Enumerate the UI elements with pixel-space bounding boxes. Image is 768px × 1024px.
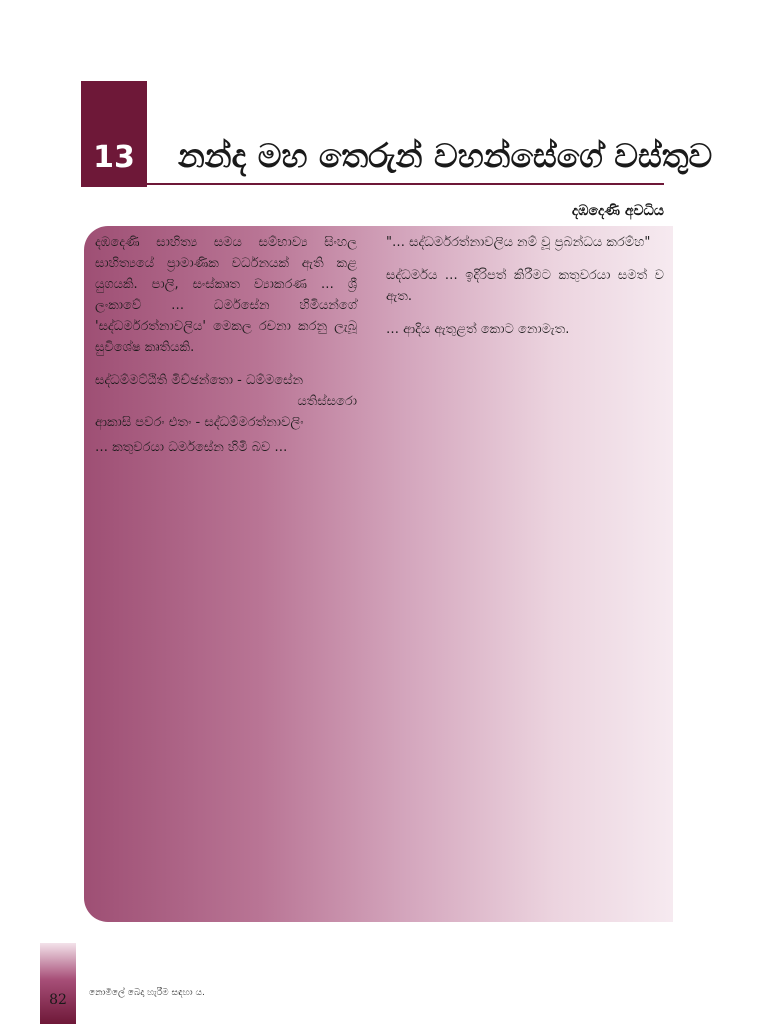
right-column	[386, 232, 664, 352]
verse-line-3: ආකාසි පවරං එතං - සද්ධම්මරත්නාවලිං	[95, 415, 304, 430]
page-margin-strip	[40, 943, 76, 1024]
section-subtitle: දඹදෙණි අවධිය	[571, 203, 664, 219]
title-underline	[147, 183, 664, 185]
footer-note: නොමිලේ බෙදා හැරීම සඳහා ය.	[89, 988, 205, 998]
left-column	[95, 232, 357, 470]
right-paragraph-2: සද්ධර්මය … ඉදිරිපත් කිරීමට කතුවරයා සමත් ව ඇත.	[386, 268, 664, 304]
page-number: 82	[49, 992, 67, 1008]
verse-line-2: යතිස්සරො	[297, 394, 357, 409]
chapter-title: නන්ද මහ තෙරුන් වහන්සේගේ වස්තුව	[178, 136, 713, 175]
verse-block	[95, 370, 357, 433]
chapter-number: 13	[93, 140, 135, 175]
verse-line-1: සද්ධම්මට්ඨිති මිච්ඡන්තො - ධම්මසේන	[95, 373, 304, 388]
right-paragraph-3: … ආදිය ඇතුළත් කොට නොමැත.	[386, 322, 570, 337]
left-paragraph-2: … කතුවරයා ධර්මසේන හිමි බව …	[95, 440, 288, 455]
right-paragraph-1: "… සද්ධර්මරත්නාවලිය නම් වූ ප්‍රබන්ධය කරම්හ"	[386, 235, 651, 250]
left-paragraph-1: දඹදෙණි සාහිත්‍ය සමය සම්භාව්‍ය සිංහල සාහිත්‍යයේ ප්‍රාමාණික වර්ධනයක් ඇති කළ යුගයකි. පාලි, සංස්කෘත ව්‍යාකරණ … ශ්‍රී ලංකාවේ … ධර්මසේන හිමියන්ගේ 'සද්ධර්මරත්නාවලිය' මෙකල රචනා කරනු ලැබූ සුවිශේෂ කෘතියකි.	[95, 235, 357, 355]
